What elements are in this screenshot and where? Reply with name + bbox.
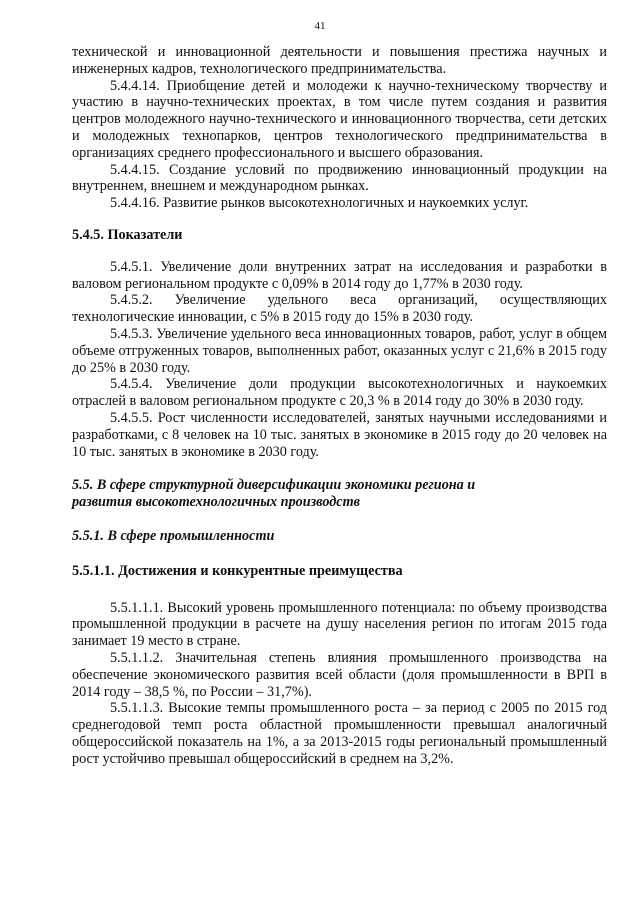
- heading-5-5-1: 5.5.1. В сфере промышленности: [72, 527, 275, 544]
- paragraph-5-5-1-1-2: 5.5.1.1.2. Значительная степень влияния промышленного производства на обеспечение экономического развития всей области (доля промышленности в ВРП в 2014 году – 38,5 %, по России – 31,7%).: [72, 649, 607, 700]
- paragraph-5-5-1-1-3: 5.5.1.1.3. Высокие темпы промышленного роста – за период с 2005 по 2015 год среднегодовой темп роста областной промышленности превышал аналогичный общероссийской показатель на 1%, а за 2013-2015 годы региональный промышленный рост устойчиво превышал общероссийский в среднем на 3,2%.: [72, 700, 607, 767]
- paragraph-5-4-4-14: 5.4.4.14. Приобщение детей и молодежи к научно-техническому творчеству и участию в научно-технических проектах, в том числе путем создания и развития центров молодежного научно-технического и инновационного творчества, сети детских и молодежных технопарков, центров технологического предпринимательства в организациях среднего профессионального и высшего образования.: [72, 77, 607, 161]
- heading-5-5-line2: развития высокотехнологичных производств: [72, 494, 360, 511]
- paragraph-5-4-5-2: 5.4.5.2. Увеличение удельного веса организаций, осуществляющих технологические инновации, с 5% в 2015 году до 15% в 2030 году.: [72, 292, 607, 326]
- page-number: 41: [314, 20, 326, 32]
- paragraph-5-4-5-4: 5.4.5.4. Увеличение доли продукции высокотехнологичных и наукоемких отраслей в валовом региональном продукте с 20,3 % в 2014 году до 30% в 2030 году.: [72, 376, 607, 410]
- paragraph-5-4-4-15: 5.4.4.15. Создание условий по продвижению инновационный продукции на внутреннем, внешнем и международном рынках.: [72, 161, 607, 195]
- heading-5-5-line1: 5.5. В сфере структурной диверсификации экономики региона и: [72, 477, 476, 494]
- heading-5-5-1-1: 5.5.1.1. Достижения и конкурентные преимущества: [72, 562, 403, 579]
- paragraph-5-4-5-1: 5.4.5.1. Увеличение доли внутренних затрат на исследования и разработки в валовом региональном продукте с 0,09% в 2014 году до 1,77% в 2030 году.: [72, 258, 607, 292]
- paragraph-5-4-4-16: 5.4.4.16. Развитие рынков высокотехнологичных и наукоемких услуг.: [110, 195, 529, 212]
- document-body: [72, 44, 607, 767]
- paragraph-5-4-5-5: 5.4.5.5. Рост численности исследователей, занятых научными исследованиями и разработками, с 8 человек на 10 тыс. занятых в экономике в 2015 году до 20 человек на 10 тыс. занятых в экономике в 2030 году.: [72, 409, 607, 460]
- heading-5-4-5: 5.4.5. Показатели: [72, 226, 183, 243]
- paragraph-continuation: технической и инновационной деятельности и повышения престижа научных и инженерных кадров, технологического предпринимательства.: [72, 44, 607, 77]
- paragraph-5-5-1-1-1: 5.5.1.1.1. Высокий уровень промышленного потенциала: по объему производства промышленной продукции в расчете на душу населения регион по итогам 2015 года занимает 19 место в стране.: [72, 599, 607, 650]
- paragraph-5-4-5-3: 5.4.5.3. Увеличение удельного веса инновационных товаров, работ, услуг в общем объеме отгруженных товаров, выполненных работ, оказанных услуг с 21,6% в 2015 году до 25% в 2030 году.: [72, 325, 607, 376]
